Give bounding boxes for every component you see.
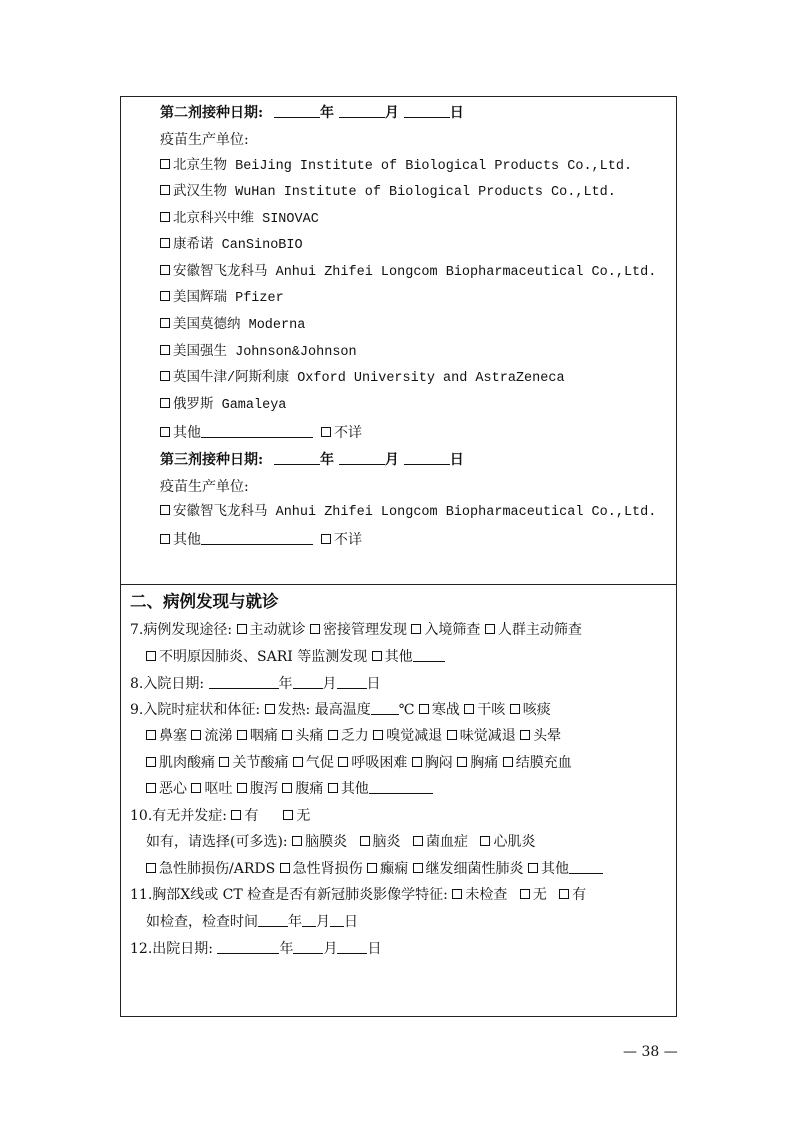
dose2-date-row: 第二剂接种日期: 年 月 日 [160, 105, 464, 121]
checkbox[interactable] [283, 810, 293, 820]
checkbox[interactable] [411, 624, 421, 634]
dose2-other-row: 其他 不详 [160, 424, 362, 442]
checkbox[interactable] [310, 624, 320, 634]
checkbox[interactable] [160, 159, 170, 169]
q9-row1: 9.入院时症状和体征: 发热: 最高温度 ℃ 寒战 干咳 咳痰 [130, 702, 551, 718]
checkbox[interactable] [485, 624, 495, 634]
checkbox[interactable] [160, 318, 170, 328]
dose2-option[interactable]: 美国辉瑞 Pfizer [160, 290, 284, 308]
checkbox[interactable] [146, 783, 156, 793]
q9-other-field[interactable] [369, 781, 433, 794]
dose3-date-row: 第三剂接种日期: 年 月 日 [160, 452, 464, 468]
checkbox[interactable] [160, 291, 170, 301]
dose3-other-field[interactable] [201, 532, 313, 545]
dose3-title: 第三剂接种日期: [160, 452, 264, 468]
checkbox[interactable] [520, 730, 530, 740]
checkbox[interactable] [160, 371, 170, 381]
checkbox[interactable] [160, 427, 170, 437]
checkbox[interactable] [447, 730, 457, 740]
checkbox[interactable] [293, 757, 303, 767]
dose2-option[interactable]: 英国牛津/阿斯利康 Oxford University and AstraZeneca [160, 370, 565, 388]
checkbox[interactable] [280, 863, 290, 873]
checkbox[interactable] [373, 730, 383, 740]
checkbox[interactable] [160, 398, 170, 408]
q12-day-field[interactable] [337, 941, 367, 954]
checkbox[interactable] [146, 863, 156, 873]
checkbox[interactable] [367, 863, 377, 873]
checkbox[interactable] [559, 889, 569, 899]
dose2-title: 第二剂接种日期: [160, 105, 264, 121]
checkbox[interactable] [282, 730, 292, 740]
checkbox[interactable] [457, 757, 467, 767]
dose2-maker-label: 疫苗生产单位: [160, 132, 249, 148]
checkbox[interactable] [160, 534, 170, 544]
checkbox[interactable] [328, 730, 338, 740]
checkbox[interactable] [160, 185, 170, 195]
dose3-maker-label: 疫苗生产单位: [160, 479, 249, 495]
q11-year-field[interactable] [258, 914, 288, 927]
dose2-option[interactable]: 武汉生物 WuHan Institute of Biological Products Co.,Ltd. [160, 184, 616, 202]
section2-title: 二、病例发现与就诊 [130, 592, 279, 611]
section-divider [121, 584, 676, 585]
checkbox[interactable] [360, 836, 370, 846]
checkbox[interactable] [372, 651, 382, 661]
checkbox[interactable] [520, 889, 530, 899]
q7-row2: 不明原因肺炎、SARI 等监测发现 其他 [146, 648, 445, 666]
dose2-option[interactable]: 北京科兴中维 SINOVAC [160, 211, 319, 229]
dose2-option[interactable]: 美国强生 Johnson&Johnson [160, 344, 357, 362]
checkbox[interactable] [464, 704, 474, 714]
checkbox[interactable] [237, 624, 247, 634]
checkbox[interactable] [160, 345, 170, 355]
dose2-option[interactable]: 安徽智飞龙科马 Anhui Zhifei Longcom Biopharmaceutical Co.,Ltd. [160, 264, 656, 282]
checkbox[interactable] [146, 757, 156, 767]
q10-select-row: 如有，请选择(可多选): 脑膜炎 脑炎 菌血症 心肌炎 [146, 834, 536, 850]
checkbox[interactable] [160, 265, 170, 275]
checkbox[interactable] [146, 651, 156, 661]
checkbox[interactable] [282, 783, 292, 793]
checkbox[interactable] [413, 863, 423, 873]
dose2-option[interactable]: 康希诺 CanSinoBIO [160, 237, 303, 255]
form-frame [120, 96, 677, 1017]
q11-check-time-row: 如检查，检查时间 年 月 日 [146, 914, 358, 930]
checkbox[interactable] [265, 704, 275, 714]
checkbox[interactable] [219, 757, 229, 767]
dose3-month-field[interactable] [339, 452, 385, 465]
q7-row1: 7.病例发现途径: 主动就诊 密接管理发现 入境筛查 人群主动筛查 [130, 622, 582, 638]
checkbox[interactable] [146, 730, 156, 740]
dose2-year-field[interactable] [274, 105, 320, 118]
q7-other-field[interactable] [413, 649, 445, 662]
dose3-option[interactable]: 安徽智飞龙科马 Anhui Zhifei Longcom Biopharmaceutical Co.,Ltd. [160, 504, 656, 522]
checkbox[interactable] [191, 730, 201, 740]
dose3-year-field[interactable] [274, 452, 320, 465]
q12-year-field[interactable] [217, 941, 279, 954]
checkbox[interactable] [452, 889, 462, 899]
dose2-option[interactable]: 俄罗斯 Gamaleya [160, 397, 286, 415]
dose3-day-field[interactable] [404, 452, 450, 465]
q10-other-field[interactable] [569, 861, 603, 874]
checkbox[interactable] [160, 238, 170, 248]
q8-month-field[interactable] [293, 676, 323, 689]
checkbox[interactable] [338, 757, 348, 767]
q11-row: 11.胸部X线或 CT 检查是否有新冠肺炎影像学特征: 未检查 无 有 [130, 887, 587, 903]
dose2-other-field[interactable] [201, 425, 313, 438]
q9-row3: 肌肉酸痛 关节酸痛 气促 呼吸困难 胸闷 胸痛 结膜充血 [146, 754, 572, 772]
checkbox[interactable] [503, 757, 513, 767]
q9-row2: 鼻塞 流涕 咽痛 头痛 乏力 嗅觉减退 味觉减退 头晕 [146, 727, 561, 745]
q8-year-field[interactable] [209, 676, 279, 689]
checkbox[interactable] [160, 212, 170, 222]
q8-day-field[interactable] [337, 676, 367, 689]
checkbox[interactable] [160, 505, 170, 515]
checkbox[interactable] [412, 757, 422, 767]
checkbox[interactable] [191, 783, 201, 793]
dose2-month-field[interactable] [339, 105, 385, 118]
dose2-day-field[interactable] [404, 105, 450, 118]
q12-month-field[interactable] [293, 941, 323, 954]
checkbox[interactable] [321, 534, 331, 544]
checkbox[interactable] [292, 836, 302, 846]
checkbox[interactable] [321, 427, 331, 437]
page-number: — 38 — [623, 1044, 678, 1060]
checkbox[interactable] [419, 704, 429, 714]
q11-day-field[interactable] [330, 914, 344, 927]
q9-temp-field[interactable] [371, 702, 399, 715]
dose2-option[interactable]: 北京生物 BeiJing Institute of Biological Products Co.,Ltd. [160, 158, 632, 176]
checkbox[interactable] [413, 836, 423, 846]
q10-row: 10.有无并发症: 有 无 [130, 808, 311, 824]
dose2-option[interactable]: 美国莫德纳 Moderna [160, 317, 305, 335]
checkbox[interactable] [510, 704, 520, 714]
checkbox[interactable] [328, 783, 338, 793]
dose3-other-row: 其他 不详 [160, 531, 362, 549]
q10-row2: 急性肺损伤/ARDS 急性肾损伤 癫痫 继发细菌性肺炎 其他 [146, 860, 603, 878]
checkbox[interactable] [231, 810, 241, 820]
checkbox[interactable] [480, 836, 490, 846]
q9-row4: 恶心 呕吐 腹泻 腹痛 其他 [146, 780, 433, 798]
checkbox[interactable] [237, 783, 247, 793]
checkbox[interactable] [528, 863, 538, 873]
q12-row: 12.出院日期: 年 月 日 [130, 941, 382, 957]
checkbox[interactable] [237, 730, 247, 740]
q11-month-field[interactable] [302, 914, 316, 927]
q8-row: 8.入院日期: 年 月 日 [130, 676, 381, 692]
